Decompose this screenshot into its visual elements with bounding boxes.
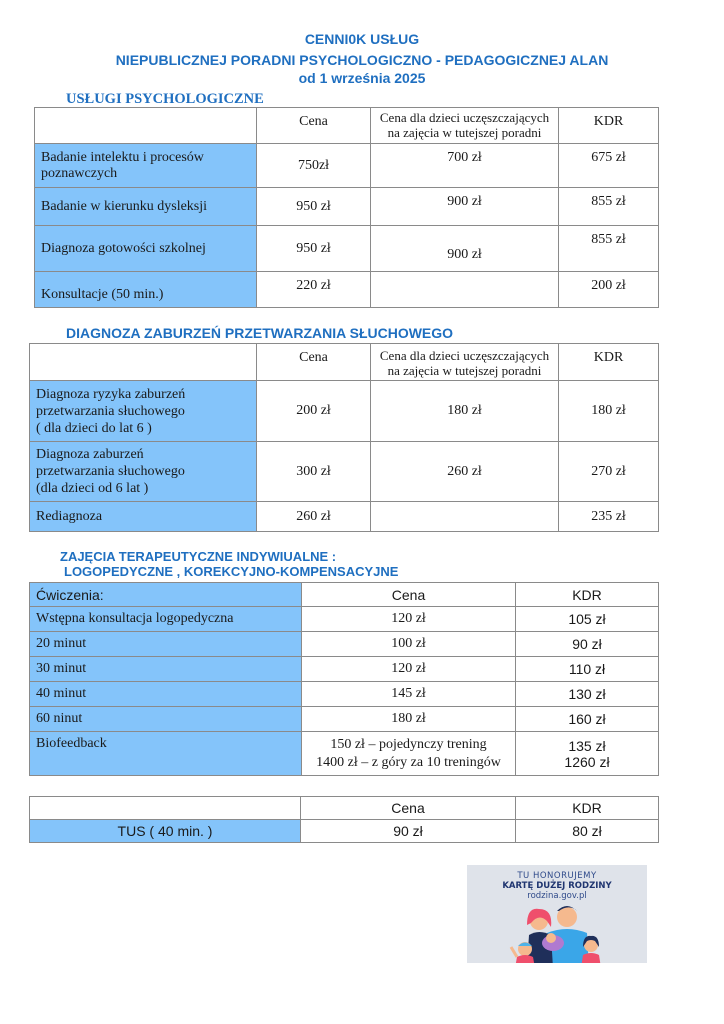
service-name: 60 ninut: [30, 707, 302, 732]
table-row: [30, 682, 659, 707]
badge-line-1: TU HONORUJEMY: [517, 871, 597, 881]
service-name: Rediagnoza: [30, 502, 257, 532]
header-price: Cena: [257, 108, 371, 144]
service-name: Badanie w kierunku dysleksji: [35, 188, 257, 226]
kdr-price: 105 zł: [516, 607, 659, 632]
price: 220 zł: [257, 272, 371, 308]
price: 90 zł: [301, 820, 516, 843]
kdr-line: 135 zł: [568, 737, 606, 754]
table-row: [35, 144, 659, 188]
price: 260 zł: [257, 502, 371, 532]
table-header-row: [35, 108, 659, 144]
child-price: 180 zł: [371, 381, 559, 442]
service-name: TUS ( 40 min. ): [30, 820, 301, 843]
table-row: [30, 607, 659, 632]
price: [302, 732, 516, 776]
badge-line-3: rodzina.gov.pl: [527, 891, 587, 901]
kdr-price: 675 zł: [559, 144, 659, 188]
effective-date: od 1 września 2025: [298, 70, 426, 86]
price: 120 zł: [302, 657, 516, 682]
price-line: 150 zł – pojedynczy trening: [330, 736, 487, 752]
table-row: [30, 707, 659, 732]
therapy-price-table: [29, 582, 659, 776]
price: 750zł: [257, 144, 371, 188]
table-row: [30, 820, 659, 843]
psych-price-table: [34, 107, 659, 308]
kdr-price: 270 zł: [559, 442, 659, 502]
header-empty: [35, 108, 257, 144]
service-line: Diagnoza ryzyka zaburzeń: [36, 386, 186, 402]
price: 950 zł: [257, 188, 371, 226]
clinic-name: NIEPUBLICZNEJ PORADNI PSYCHOLOGICZNO - PEDAGOGICZNEJ ALAN: [115, 52, 609, 68]
kdr-price: 200 zł: [559, 272, 659, 308]
service-name: 20 minut: [30, 632, 302, 657]
kdr-price: 855 zł: [559, 226, 659, 272]
table-row: [30, 442, 659, 502]
child-price: 260 zł: [371, 442, 559, 502]
service-line: ( dla dzieci do lat 6 ): [36, 420, 152, 436]
service-name: Badanie intelektu i procesów poznawczych: [35, 144, 257, 188]
service-name: Diagnoza gotowości szkolnej: [35, 226, 257, 272]
family-illustration-icon: [467, 901, 647, 968]
section-title-auditory: DIAGNOZA ZABURZEŃ PRZETWARZANIA SŁUCHOWEGO: [66, 325, 454, 341]
auditory-price-table: [29, 343, 659, 532]
header-kdr: KDR: [559, 344, 659, 381]
kdr-price: 855 zł: [559, 188, 659, 226]
header-kdr: KDR: [559, 108, 659, 144]
header-kdr: KDR: [516, 797, 659, 820]
kdr-price: 130 zł: [516, 682, 659, 707]
header-price: Cena: [301, 797, 516, 820]
price-line: 1400 zł – z góry za 10 treningów: [316, 754, 501, 770]
price: 120 zł: [302, 607, 516, 632]
service-name: Biofeedback: [30, 732, 302, 776]
table-row: [30, 502, 659, 532]
header-price: Cena: [302, 583, 516, 607]
child-price: 900 zł: [371, 188, 559, 226]
service-name: [30, 442, 257, 502]
kdr-price: [516, 732, 659, 776]
header-empty: [30, 344, 257, 381]
service-name: 30 minut: [30, 657, 302, 682]
badge-line-2: KARTĘ DUŻEJ RODZINY: [502, 881, 612, 891]
service-name: 40 minut: [30, 682, 302, 707]
child-price: 900 zł: [371, 226, 559, 272]
table-header-row: [30, 344, 659, 381]
section-title-psych: USŁUGI PSYCHOLOGICZNE: [66, 91, 264, 107]
kdr-price: 180 zł: [559, 381, 659, 442]
tus-price-table: [29, 796, 659, 843]
header-empty: [30, 797, 301, 820]
table-row-biofeedback: [30, 732, 659, 776]
kdr-price: 80 zł: [516, 820, 659, 843]
header-exercises: Ćwiczenia:: [30, 583, 302, 607]
price: 100 zł: [302, 632, 516, 657]
table-row: [30, 657, 659, 682]
document-title: CENNI0K USŁUG: [304, 31, 420, 47]
price: 950 zł: [257, 226, 371, 272]
table-row: [30, 632, 659, 657]
table-row: [35, 272, 659, 308]
service-name: Wstępna konsultacja logopedyczna: [30, 607, 302, 632]
service-line: przetwarzania słuchowego: [36, 464, 185, 479]
section-title-therapy-1: ZAJĘCIA TERAPEUTYCZNE INDYWIUALNE :: [60, 549, 337, 564]
kdr-price: 235 zł: [559, 502, 659, 532]
child-price: [371, 502, 559, 532]
child-price: [371, 272, 559, 308]
kdr-line: 1260 zł: [564, 753, 610, 770]
price: 145 zł: [302, 682, 516, 707]
price: 200 zł: [257, 381, 371, 442]
service-name: [30, 381, 257, 442]
section-title-therapy-2: LOGOPEDYCZNE , KOREKCYJNO-KOMPENSACYJNE: [64, 564, 399, 579]
table-row: [30, 381, 659, 442]
price: 180 zł: [302, 707, 516, 732]
kdr-price: 110 zł: [516, 657, 659, 682]
table-header-row: [30, 797, 659, 820]
table-row: [35, 188, 659, 226]
service-line: Diagnoza zaburzeń: [36, 447, 144, 462]
header-price: Cena: [257, 344, 371, 381]
header-child-price: Cena dla dzieci uczęszczających na zajęcia w tutejszej poradni: [371, 344, 559, 381]
service-name: Konsultacje (50 min.): [35, 272, 257, 308]
table-header-row: [30, 583, 659, 607]
kdr-price: 90 zł: [516, 632, 659, 657]
service-line: przetwarzania słuchowego: [36, 403, 185, 419]
price: 300 zł: [257, 442, 371, 502]
child-price: 700 zł: [371, 144, 559, 188]
header-kdr: KDR: [516, 583, 659, 607]
table-row: [35, 226, 659, 272]
header-child-price: Cena dla dzieci uczęszczających na zajęcia w tutejszej poradni: [371, 108, 559, 144]
service-line: (dla dzieci od 6 lat ): [36, 481, 149, 496]
large-family-card-badge: [467, 865, 647, 968]
kdr-price: 160 zł: [516, 707, 659, 732]
